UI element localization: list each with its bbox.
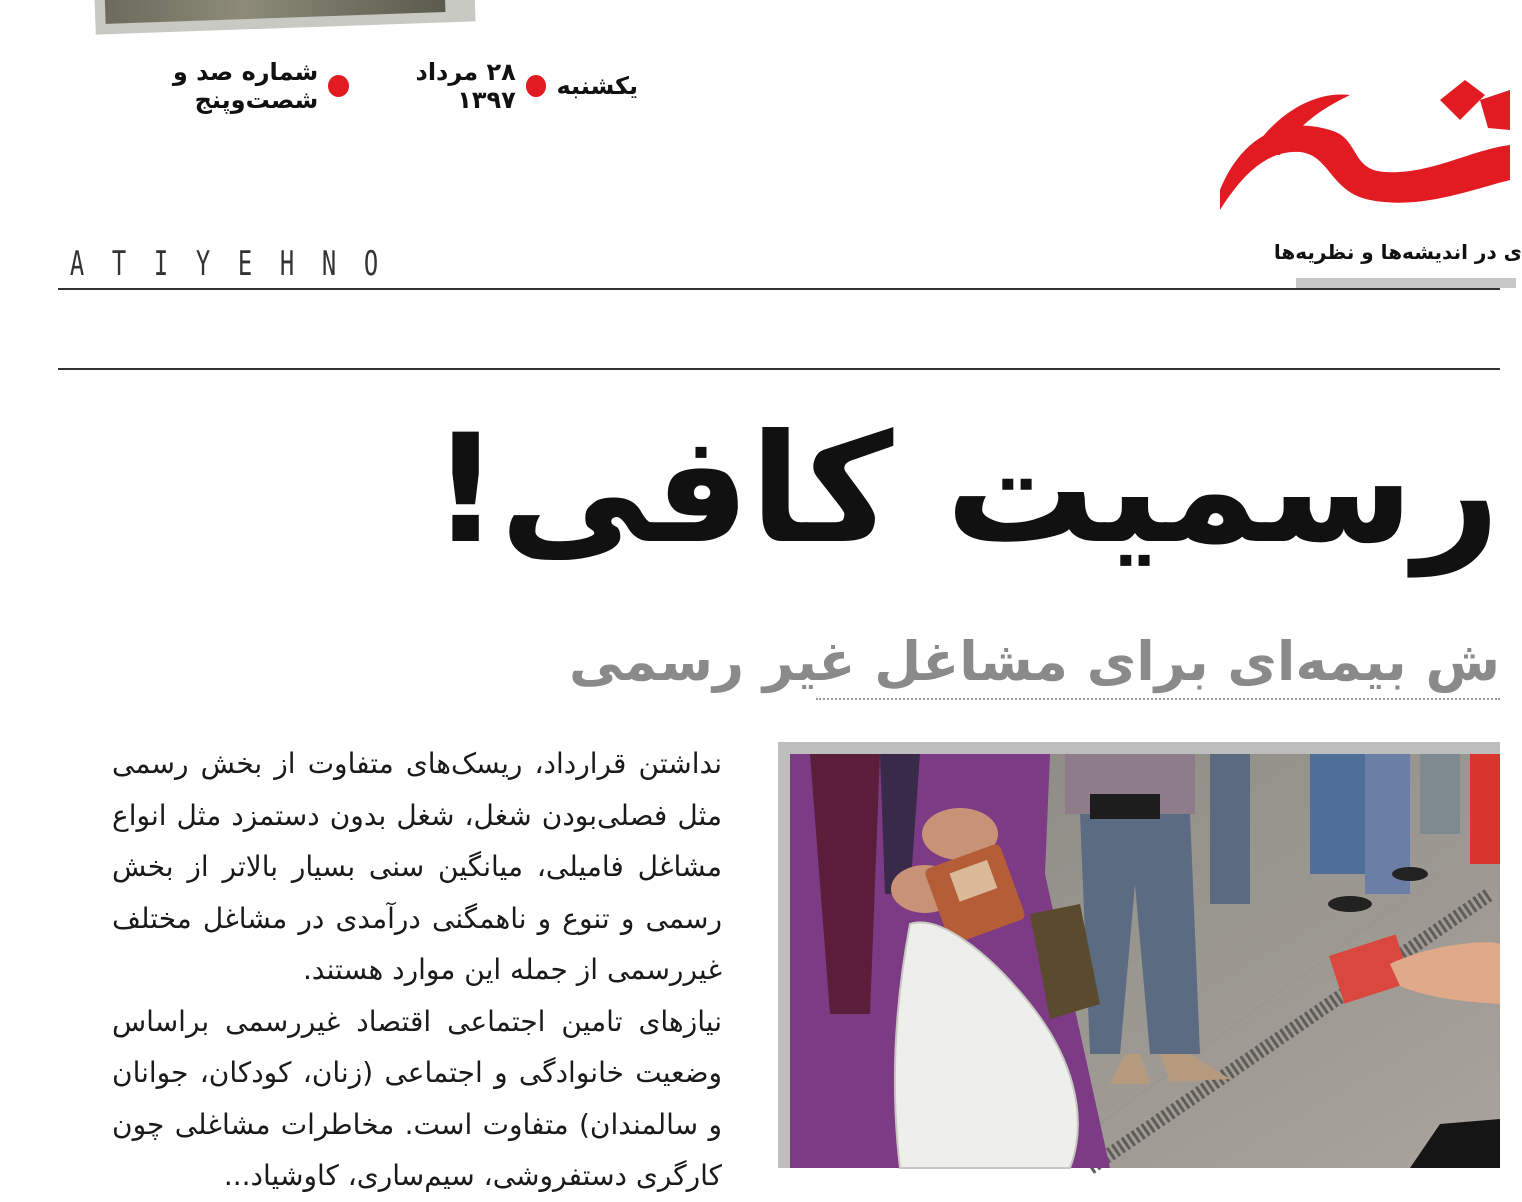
wordmark-letter: A — [69, 244, 85, 284]
article-paragraph: نیازهای تامین اجتماعی اقتصاد غیررسمی براساس وضعیت خانوادگی و اجتماعی (زنان، کودکان، جوانان و سالمندان) متفاوت است. مخاطرات مشاغلی چون کارگری دستفروشی، سیم‌ساری، کاوشیاد... — [112, 1004, 722, 1192]
section-rule — [58, 368, 1500, 370]
bullet-dot-icon — [526, 75, 547, 97]
wordmark-letter: E — [237, 244, 253, 284]
wordmark-letter: H — [279, 244, 295, 284]
wordmark-letter: T — [111, 244, 127, 284]
article-subheadline: ش بیمه‌ای برای مشاغل غیر رسمی — [569, 630, 1500, 693]
tagline-underline — [1296, 278, 1516, 288]
subheadline-dotted-rule — [816, 698, 1500, 700]
dateline-date: ۲۸ مرداد ۱۳۹۷ — [415, 58, 516, 114]
wordmark-letter: I — [153, 244, 169, 284]
wordmark-letter: N — [321, 244, 337, 284]
masthead-tagline: ی در اندیشه‌ها و نظریه‌ها — [1273, 240, 1522, 264]
article-body — [112, 738, 722, 1192]
section-latin-wordmark — [56, 244, 392, 284]
header-rule — [58, 288, 1500, 290]
dateline-weekday: یکشنبه — [556, 72, 638, 100]
bullet-dot-icon — [328, 75, 349, 97]
dateline — [58, 58, 638, 114]
article-paragraph: نداشتن قرارداد، ریسک‌های متفاوت از بخش رسمی مثل فصلی‌بودن شغل، شغل بدون دستمزد مثل انواع مشاغل فامیلی، میانگین سنی بسیار بالاتر از بخش رسمی و تنوع و ناهمگنی درآمدی در مشاغل مختلف غیررسمی از جمله این موارد هستند. — [112, 747, 722, 986]
article-photo — [790, 754, 1500, 1168]
wordmark-letter: Y — [195, 244, 211, 284]
dateline-issue: شماره صد و شصت‌وپنج — [172, 58, 319, 114]
headline-text: رسمیت کافی! — [431, 403, 1500, 577]
wordmark-letter: O — [363, 244, 379, 284]
article-headline — [431, 400, 1500, 580]
newspaper-logo — [1210, 60, 1510, 220]
